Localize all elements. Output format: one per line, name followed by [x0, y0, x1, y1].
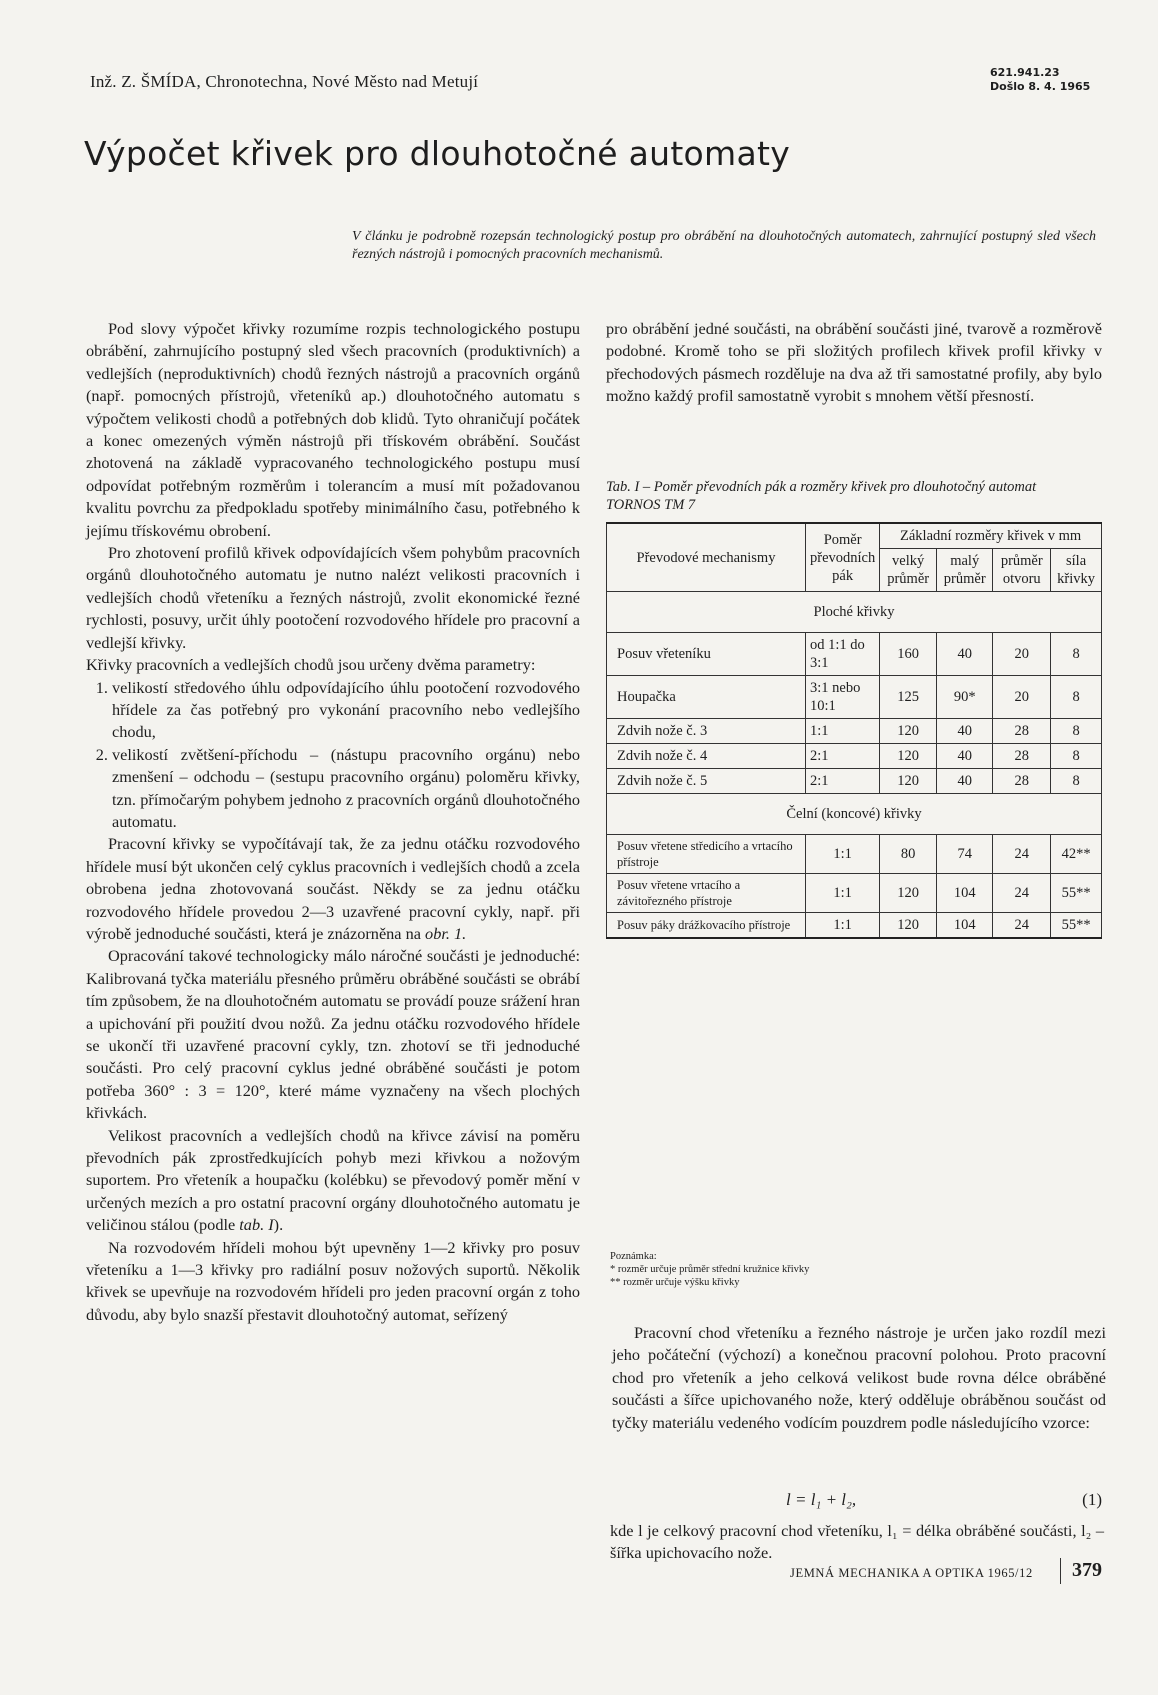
cell-small: 74: [937, 835, 993, 874]
cell-mechanism: Posuv vřetene středicího a vrtacího přístroje: [607, 835, 806, 874]
cell-thickness: 8: [1051, 676, 1102, 719]
cell-ratio: 1:1: [806, 719, 880, 744]
cell-mechanism: Zdvih nože č. 5: [607, 769, 806, 794]
cell-hole: 20: [993, 633, 1051, 676]
cell-large: 120: [880, 913, 937, 939]
paragraph-text: Velikost pracovních a vedlejších chodů na křivce závisí na poměru převodních pák zprostředkujících pohyb mezi křivkou a nožovým suportem. Pro vřeteník a houpačku (kolébku) se převodový poměr mění v určených mezích a pro ostatní pracovní orgány dlouhotočného automatu je veličinou stálou (podle: [86, 1125, 580, 1235]
table-row: [607, 913, 1102, 939]
paragraph: Na rozvodovém hřídeli mohou být upevněny 1—2 křivky pro posuv vřeteníku a 1—3 křivky pro radiální posuv nožových suportů. Několik křivek se upevňuje na rozvodovém hřídeli pro jeden pracovní orgán z toho důvodu, aby bylo snazší přestavit dlouhotočný automat, seřízený: [86, 1237, 580, 1324]
cell-thickness: 8: [1051, 744, 1102, 769]
cell-large: 120: [880, 744, 937, 769]
cell-mechanism: Posuv páky drážkovacího přístroje: [607, 913, 806, 939]
paragraph-text: ).: [273, 1215, 284, 1235]
page-number: 379: [1072, 1559, 1102, 1581]
parameter-list: [86, 677, 580, 834]
cell-thickness: 8: [1051, 769, 1102, 794]
header-small-diameter: malý průměr: [937, 549, 993, 592]
cell-thickness: 8: [1051, 633, 1102, 676]
author-line: Inž. Z. ŠMÍDA, Chronotechna, Nové Město nad Metují: [90, 72, 479, 91]
cell-thickness: 55**: [1051, 874, 1102, 913]
cell-mechanism: Zdvih nože č. 4: [607, 744, 806, 769]
udc-code: 621.941.23: [990, 66, 1060, 79]
paragraph: Opracování takové technologicky málo náročné součásti je jednoduché: Kalibrovaná tyčka materiálu přesného průměru obráběné součásti se obrábí tím způsobem, že na dlouhotočném automatu se provádí pouze srážení hran a upichování při použití dvou nožů. Za jednu otáčku rozvodového hřídele se ukončí tři uzavřené pracovní cykly, tzn. zhotoví se tři jednoduché součásti. Pro celý pracovní cyklus jedné obráběné součásti je potom potřeba 360° : 3 = 120°, které máme vyznačeny na všech plochých křivkách.: [86, 946, 580, 1123]
journal-footer: JEMNÁ MECHANIKA A OPTIKA 1965/12: [790, 1566, 1033, 1580]
cell-large: 160: [880, 633, 937, 676]
cell-small: 40: [937, 744, 993, 769]
formula-explanation: [610, 1520, 1104, 1565]
cell-mechanism: Posuv vřeteníku: [607, 633, 806, 676]
section-row: [607, 592, 1102, 633]
article-meta: [990, 66, 1090, 94]
curve-dimension-table: [606, 522, 1102, 939]
section-face-curves: Čelní (koncové) křivky: [607, 794, 1102, 835]
cell-ratio: 2:1: [806, 744, 880, 769]
cell-large: 80: [880, 835, 937, 874]
cell-small: 104: [937, 874, 993, 913]
cell-hole: 28: [993, 719, 1051, 744]
left-column: [86, 318, 580, 1326]
abstract: V článku je podrobně rozepsán technologický postup pro obrábění na dlouhotočných automatech, zahrnující postupný sled všech řezných nástrojů i pomocných pracovních mechanismů.: [352, 229, 1096, 262]
cell-large: 120: [880, 874, 937, 913]
cell-mechanism: Houpačka: [607, 676, 806, 719]
header-mechanism: Převodové mechanismy: [607, 523, 806, 592]
cell-ratio: od 1:1 do 3:1: [806, 633, 880, 676]
cell-hole: 28: [993, 769, 1051, 794]
table-notes: [610, 1250, 809, 1289]
cell-large: 120: [880, 769, 937, 794]
paragraph: Křivky pracovních a vedlejších chodů jsou určeny dvěma parametry:: [86, 655, 536, 675]
cell-small: 40: [937, 769, 993, 794]
cell-small: 104: [937, 913, 993, 939]
article-title: Výpočet křivek pro dlouhotočné automaty: [84, 134, 791, 173]
paragraph: [86, 1125, 580, 1237]
paragraph-text: Pracovní křivky se vypočítávají tak, že za jednu otáčku rozvodového hřídele musí být ukončen celý cyklus pracovních i vedlejších chodů a zcela obrobena jedna zhotovovaná součást. Někdy se za jednu otáčku rozvodového hřídele provedou 2—3 uzavřené pracovní cykly, např. při výrobě jednoduché součásti, která je znázorněna na: [86, 834, 580, 943]
table-reference: tab. I: [239, 1215, 274, 1235]
received-date: Došlo 8. 4. 1965: [990, 80, 1091, 93]
table-row: [607, 633, 1102, 676]
note-item: * rozměr určuje průměr střední kružnice křivky: [610, 1264, 810, 1275]
cell-small: 40: [937, 633, 993, 676]
cell-ratio: 3:1 nebo 10:1: [806, 676, 880, 719]
table-header-row: [607, 523, 1102, 549]
footer-divider: [1060, 1558, 1061, 1584]
header-dimensions: Základní rozměry křivek v mm: [880, 523, 1102, 549]
cell-small: 90*: [937, 676, 993, 719]
cell-ratio: 2:1: [806, 769, 880, 794]
cell-thickness: 55**: [1051, 913, 1102, 939]
header-ratio: Poměr převodních pák: [806, 523, 880, 592]
cell-thickness: 42**: [1051, 835, 1102, 874]
paragraph: [86, 833, 580, 945]
formula-number: (1): [1082, 1490, 1102, 1509]
right-column-bottom: [612, 1322, 1106, 1434]
section-flat-curves: Ploché křivky: [607, 592, 1102, 633]
table-row: [607, 744, 1102, 769]
cell-hole: 20: [993, 676, 1051, 719]
cell-ratio: 1:1: [806, 913, 880, 939]
cell-ratio: 1:1: [806, 874, 880, 913]
cell-hole: 28: [993, 744, 1051, 769]
cell-thickness: 8: [1051, 719, 1102, 744]
list-item: 2. velikostí zvětšení-příchodu – (nástupu pracovního orgánu) nebo zmenšení – odchodu – (sestupu pracovního orgánu) poloměru křivky, tzn. přímočarým pohybem jednoho z pracovních orgánů dlouhotočného automatu.: [112, 744, 580, 834]
note-title: Poznámka:: [610, 1251, 657, 1262]
header-thickness: síla křivky: [1051, 549, 1102, 592]
table-row: [607, 676, 1102, 719]
formula-expression: l = l₁ + l₂,: [786, 1490, 857, 1509]
paragraph: Pracovní chod vřeteníku a řezného nástroje je určen jako rozdíl mezi jeho počáteční (výchozí) a konečnou pracovní polohou. Proto pracovní chod pro vřeteník a jeho celková velikost bude rovna délce obráběné součásti a šířce upichovaného nože, který odděluje obráběnou součást od tyčky materiálu vedeného vodícím pouzdrem podle následujícího vzorce:: [612, 1323, 1106, 1432]
formula-1: [606, 1490, 1102, 1514]
paragraph: Pro zhotovení profilů křivek odpovídajících všem pohybům pracovních orgánů dlouhotočného automatu je nutno nalézt velikosti pracovních i vedlejších chodů vřeteníku a řezných nástrojů, zvolit ekonomické řezné rychlosti, posuvy, určit úhly pootočení rozvodového hřídele pro pracovní a vedlejší křivky.: [86, 543, 580, 652]
cell-ratio: 1:1: [806, 835, 880, 874]
cell-mechanism: Zdvih nože č. 3: [607, 719, 806, 744]
paragraph: kde l je celkový pracovní chod vřeteníku, l₁ = délka obráběné součásti, l₂ – šířka upichovacího nože.: [610, 1521, 1104, 1563]
cell-mechanism: Posuv vřetene vrtacího a závitořezného přístroje: [607, 874, 806, 913]
cell-large: 120: [880, 719, 937, 744]
table-row: [607, 835, 1102, 874]
paragraph: Pod slovy výpočet křivky rozumíme rozpis technologického postupu obrábění, zahrnujícího postupný sled všech pracovních (produktivních) a vedlejších (neproduktivních) chodů řezných nástrojů a pracovních orgánů (např. pomocných přístrojů, vřeteníků ap.) dlouhotočného automatu s výpočtem velikosti chodů a potřebných dob klidů. Tyto ohraničují počátek a konec omezených výměn nástrojů při třískovém obrábění. Součást zhotovená na základě vypracovaného technologického postupu musí odpovídat potřebným rozměrům i tolerancím a musí mít požadovanou kvalitu povrchu za předpokladu spotřeby minimálního času, potřebného k jejímu třískovému obrobení.: [86, 319, 580, 540]
header-hole-diameter: průměr otvoru: [993, 549, 1051, 592]
list-item: 1. velikostí středového úhlu odpovídajícího úhlu pootočení rozvodového hřídele za čas potřebný pro vykonání pracovního nebo vedlejšího chodu,: [112, 677, 580, 744]
figure-reference: obr. 1.: [425, 923, 467, 943]
table-row: [607, 719, 1102, 744]
note-item: ** rozměr určuje výšku křivky: [610, 1277, 740, 1288]
paragraph: pro obrábění jedné součásti, na obrábění součásti jiné, tvarově a rozměrově podobné. Kromě toho se při složitých profilech křivek profil křivky v přechodových pásmech rozděluje na dva až tři samostatné profily, aby bylo možno každý profil samostatně vyrobit s mnohem větší přesností.: [606, 319, 1102, 406]
right-column-top: [606, 318, 1102, 408]
cell-hole: 24: [993, 835, 1051, 874]
table-row: [607, 874, 1102, 913]
table-row: [607, 769, 1102, 794]
table-caption: Tab. I – Poměr převodních pák a rozměry křivek pro dlouhotočný automat TORNOS TM 7: [606, 479, 1037, 513]
header-large-diameter: velký průměr: [880, 549, 937, 592]
section-row: [607, 794, 1102, 835]
cell-hole: 24: [993, 874, 1051, 913]
cell-hole: 24: [993, 913, 1051, 939]
cell-small: 40: [937, 719, 993, 744]
cell-large: 125: [880, 676, 937, 719]
